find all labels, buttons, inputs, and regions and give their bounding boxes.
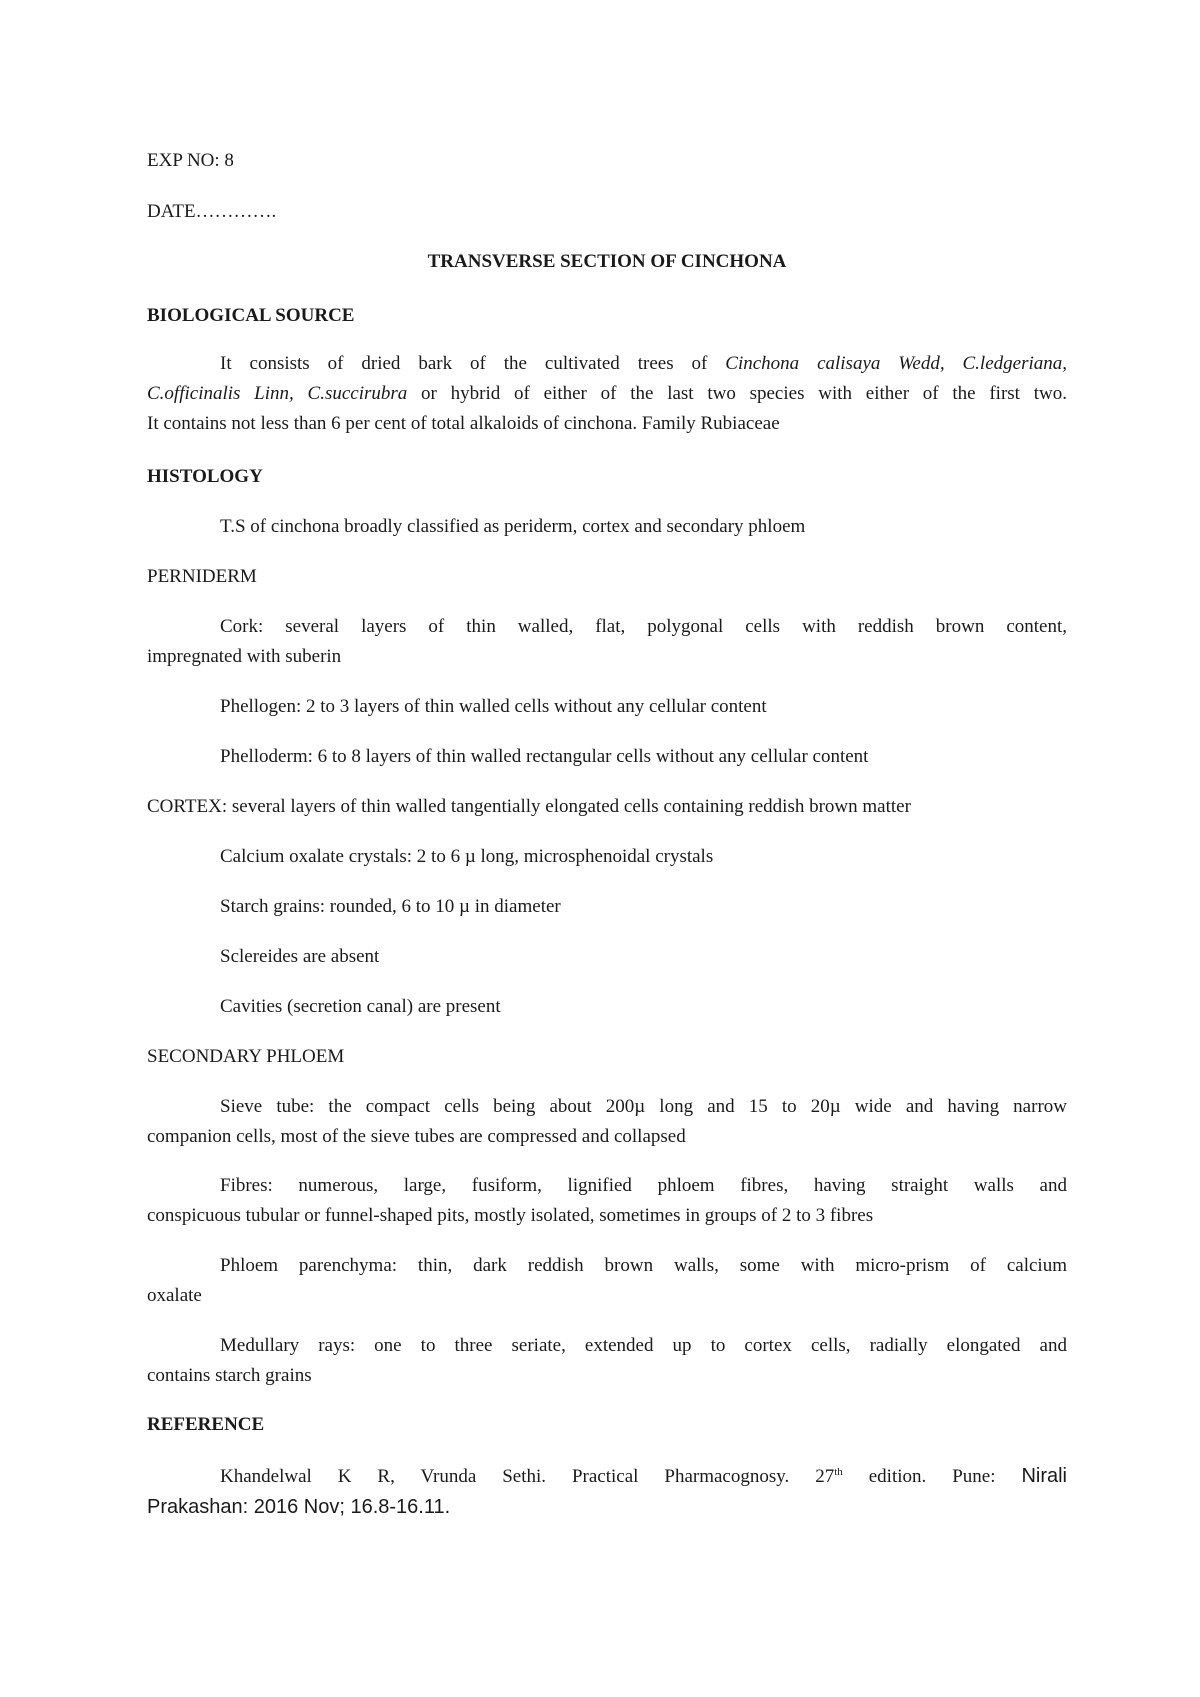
sieve-tube-line-1: Sieve tube: the compact cells being about 200µ long and 15 to 20µ wide and having narrow: [220, 1096, 1067, 1117]
fibres-line-1: Fibres: numerous, large, fusiform, lignified phloem fibres, having straight walls and: [220, 1175, 1067, 1196]
sieve-tube-line-2: companion cells, most of the sieve tubes are compressed and collapsed: [147, 1126, 686, 1147]
starch-grains-text: Starch grains: rounded, 6 to 10 µ in diameter: [220, 896, 561, 917]
biological-source-line-2: C.officinalis Linn, C.succirubra or hybrid of either of the last two species with either of the first two.: [147, 383, 1067, 404]
biological-source-heading: BIOLOGICAL SOURCE: [147, 305, 355, 326]
fibres-line-2: conspicuous tubular or funnel-shaped pits, mostly isolated, sometimes in groups of 2 to 3 fibres: [147, 1205, 874, 1226]
secondary-phloem-heading: SECONDARY PHLOEM: [147, 1046, 345, 1067]
cavities-text: Cavities (secretion canal) are present: [220, 996, 501, 1017]
sclereides-text: Sclereides are absent: [220, 946, 380, 967]
parenchyma-line-1: Phloem parenchyma: thin, dark reddish brown walls, some with micro-prism of calcium: [220, 1255, 1067, 1276]
exp-number: EXP NO: 8: [147, 150, 234, 171]
medullary-rays-line-2: contains starch grains: [147, 1365, 312, 1386]
phelloderm-text: Phelloderm: 6 to 8 layers of thin walled rectangular cells without any cellular content: [220, 746, 869, 767]
cork-line-2: impregnated with suberin: [147, 646, 342, 667]
medullary-rays-line-1: Medullary rays: one to three seriate, extended up to cortex cells, radially elongated and: [220, 1335, 1067, 1356]
biological-source-line-1: It consists of dried bark of the cultivated trees of Cinchona calisaya Wedd, C.ledgeriana,: [220, 353, 1067, 374]
date-line: DATE………….: [147, 201, 277, 222]
periderm-heading: PERNIDERM: [147, 566, 257, 587]
reference-line-2: Prakashan: 2016 Nov; 16.8-16.11.: [147, 1496, 451, 1518]
cortex-text: CORTEX: several layers of thin walled tangentially elongated cells containing reddish brown matter: [147, 796, 911, 817]
biological-source-line-3: It contains not less than 6 per cent of total alkaloids of cinchona. Family Rubiaceae: [147, 413, 780, 434]
histology-heading: HISTOLOGY: [147, 466, 263, 487]
species-names-1: Cinchona calisaya Wedd, C.ledgeriana,: [725, 353, 1067, 374]
calcium-oxalate-text: Calcium oxalate crystals: 2 to 6 µ long, microsphenoidal crystals: [220, 846, 714, 867]
reference-line-1: Khandelwal K R, Vrunda Sethi. Practical Pharmacognosy. 27th edition. Pune: Nirali: [220, 1465, 1067, 1487]
parenchyma-line-2: oxalate: [147, 1285, 202, 1306]
document-title: TRANSVERSE SECTION OF CINCHONA: [427, 251, 787, 272]
species-names-2: C.officinalis Linn, C.succirubra: [147, 383, 408, 404]
phellogen-text: Phellogen: 2 to 3 layers of thin walled cells without any cellular content: [220, 696, 767, 717]
cork-line-1: Cork: several layers of thin walled, flat, polygonal cells with reddish brown content,: [220, 616, 1067, 637]
histology-intro: T.S of cinchona broadly classified as periderm, cortex and secondary phloem: [220, 516, 806, 537]
reference-heading: REFERENCE: [147, 1414, 265, 1435]
